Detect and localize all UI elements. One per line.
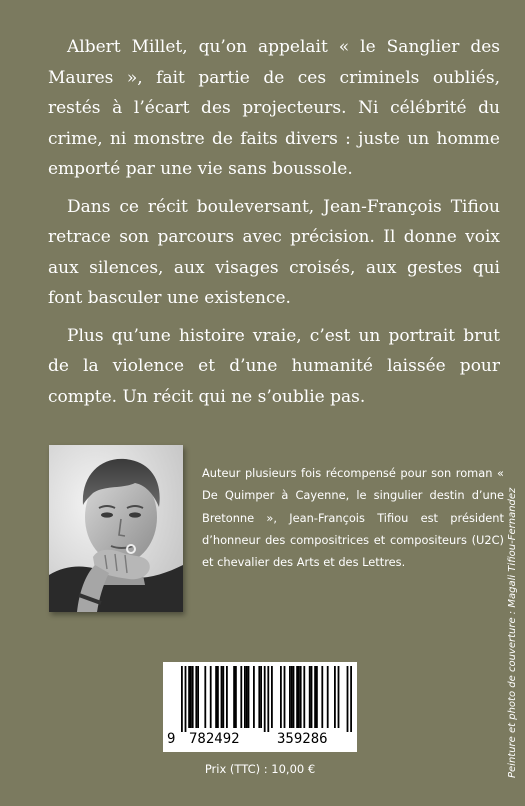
barcode-bar: [210, 666, 212, 728]
barcode-bar: [185, 666, 187, 732]
barcode-bar: [280, 666, 282, 728]
barcode-bar: [291, 666, 293, 728]
barcode-bar: [248, 666, 250, 728]
barcode-bars: [163, 662, 357, 732]
isbn-digits: [163, 731, 357, 751]
barcode-bar: [233, 666, 235, 728]
isbn-right-group: 359286: [277, 731, 328, 747]
barcode-bar: [271, 666, 273, 728]
barcode-bar: [311, 666, 313, 728]
barcode-bar: [226, 666, 228, 728]
barcode-bar: [267, 666, 269, 732]
barcode-bar: [235, 666, 237, 728]
barcode-bar: [347, 666, 349, 732]
barcode-bar: [284, 666, 286, 728]
barcode-bar: [253, 666, 255, 728]
author-bio: Auteur plusieurs fois récompensé pour son roman « De Quimper à Cayenne, le singulier destin d’une Bretonne », Jean-François Tifiou est président d’honneur des compositrices et compositeurs (U2C) et chevalier des Arts et des Lettres.: [202, 466, 504, 570]
isbn-left-group: 782492: [189, 731, 240, 747]
barcode-bar: [258, 666, 260, 728]
barcode-bar: [192, 666, 194, 728]
barcode-bar: [316, 666, 318, 728]
barcode-bar: [264, 666, 266, 732]
barcode-bar: [303, 666, 305, 728]
barcode-bar: [240, 666, 242, 728]
barcode-bar: [217, 666, 219, 728]
blurb-paragraph-3: Plus qu’une histoire vraie, c’est un portrait brut de la violence et d’une humanité laissée pour compte. Un récit qui ne s’oublie pas.: [48, 325, 500, 407]
barcode-bar: [289, 666, 291, 728]
barcode-bar: [188, 666, 190, 728]
barcode-bar: [244, 666, 246, 728]
barcode-bar: [260, 666, 262, 728]
barcode-bar: [296, 666, 298, 728]
barcode-bar: [246, 666, 248, 728]
barcode-bar: [298, 666, 300, 728]
barcode-bar: [314, 666, 316, 728]
back-cover-blurb: [48, 32, 500, 419]
author-portrait-image: [49, 445, 183, 612]
barcode-bar: [181, 666, 183, 732]
barcode-bar: [195, 666, 197, 728]
barcode-bar: [190, 666, 192, 728]
barcode-bar: [321, 666, 323, 728]
price-label: Prix (TTC) : 10,00 €: [204, 762, 316, 776]
barcode-bar: [309, 666, 311, 728]
barcode-bar: [338, 666, 340, 728]
barcode-bar: [204, 666, 206, 728]
barcode-bar: [300, 666, 302, 728]
blurb-paragraph-2: Dans ce récit bouleversant, Jean-François Tifiou retrace son parcours avec précision. Il donne voix aux silences, aux visages croisés, aux gestes qui font basculer une existence.: [48, 196, 500, 308]
barcode-bar: [221, 666, 223, 728]
barcode-bar: [215, 666, 217, 728]
barcode-bar: [197, 666, 199, 728]
blurb-paragraph-1: Albert Millet, qu’on appelait « le Sanglier des Maures », fait partie de ces criminels oubliés, restés à l’écart des projecteurs. Ni célébrité du crime, ni monstre de faits divers : juste un homme emporté par une vie sans boussole.: [48, 37, 500, 179]
cover-credit: Peinture et photo de couverture : Magali Tifiou-Fernandez: [507, 487, 518, 778]
barcode-bar: [222, 666, 224, 728]
barcode-bar: [293, 666, 295, 728]
author-photo: [49, 445, 183, 612]
barcode-bar: [350, 666, 352, 732]
barcode-bar: [327, 666, 329, 728]
isbn-barcode: [163, 662, 357, 752]
barcode-bar: [334, 666, 336, 728]
isbn-lead-digit: 9: [167, 731, 176, 747]
